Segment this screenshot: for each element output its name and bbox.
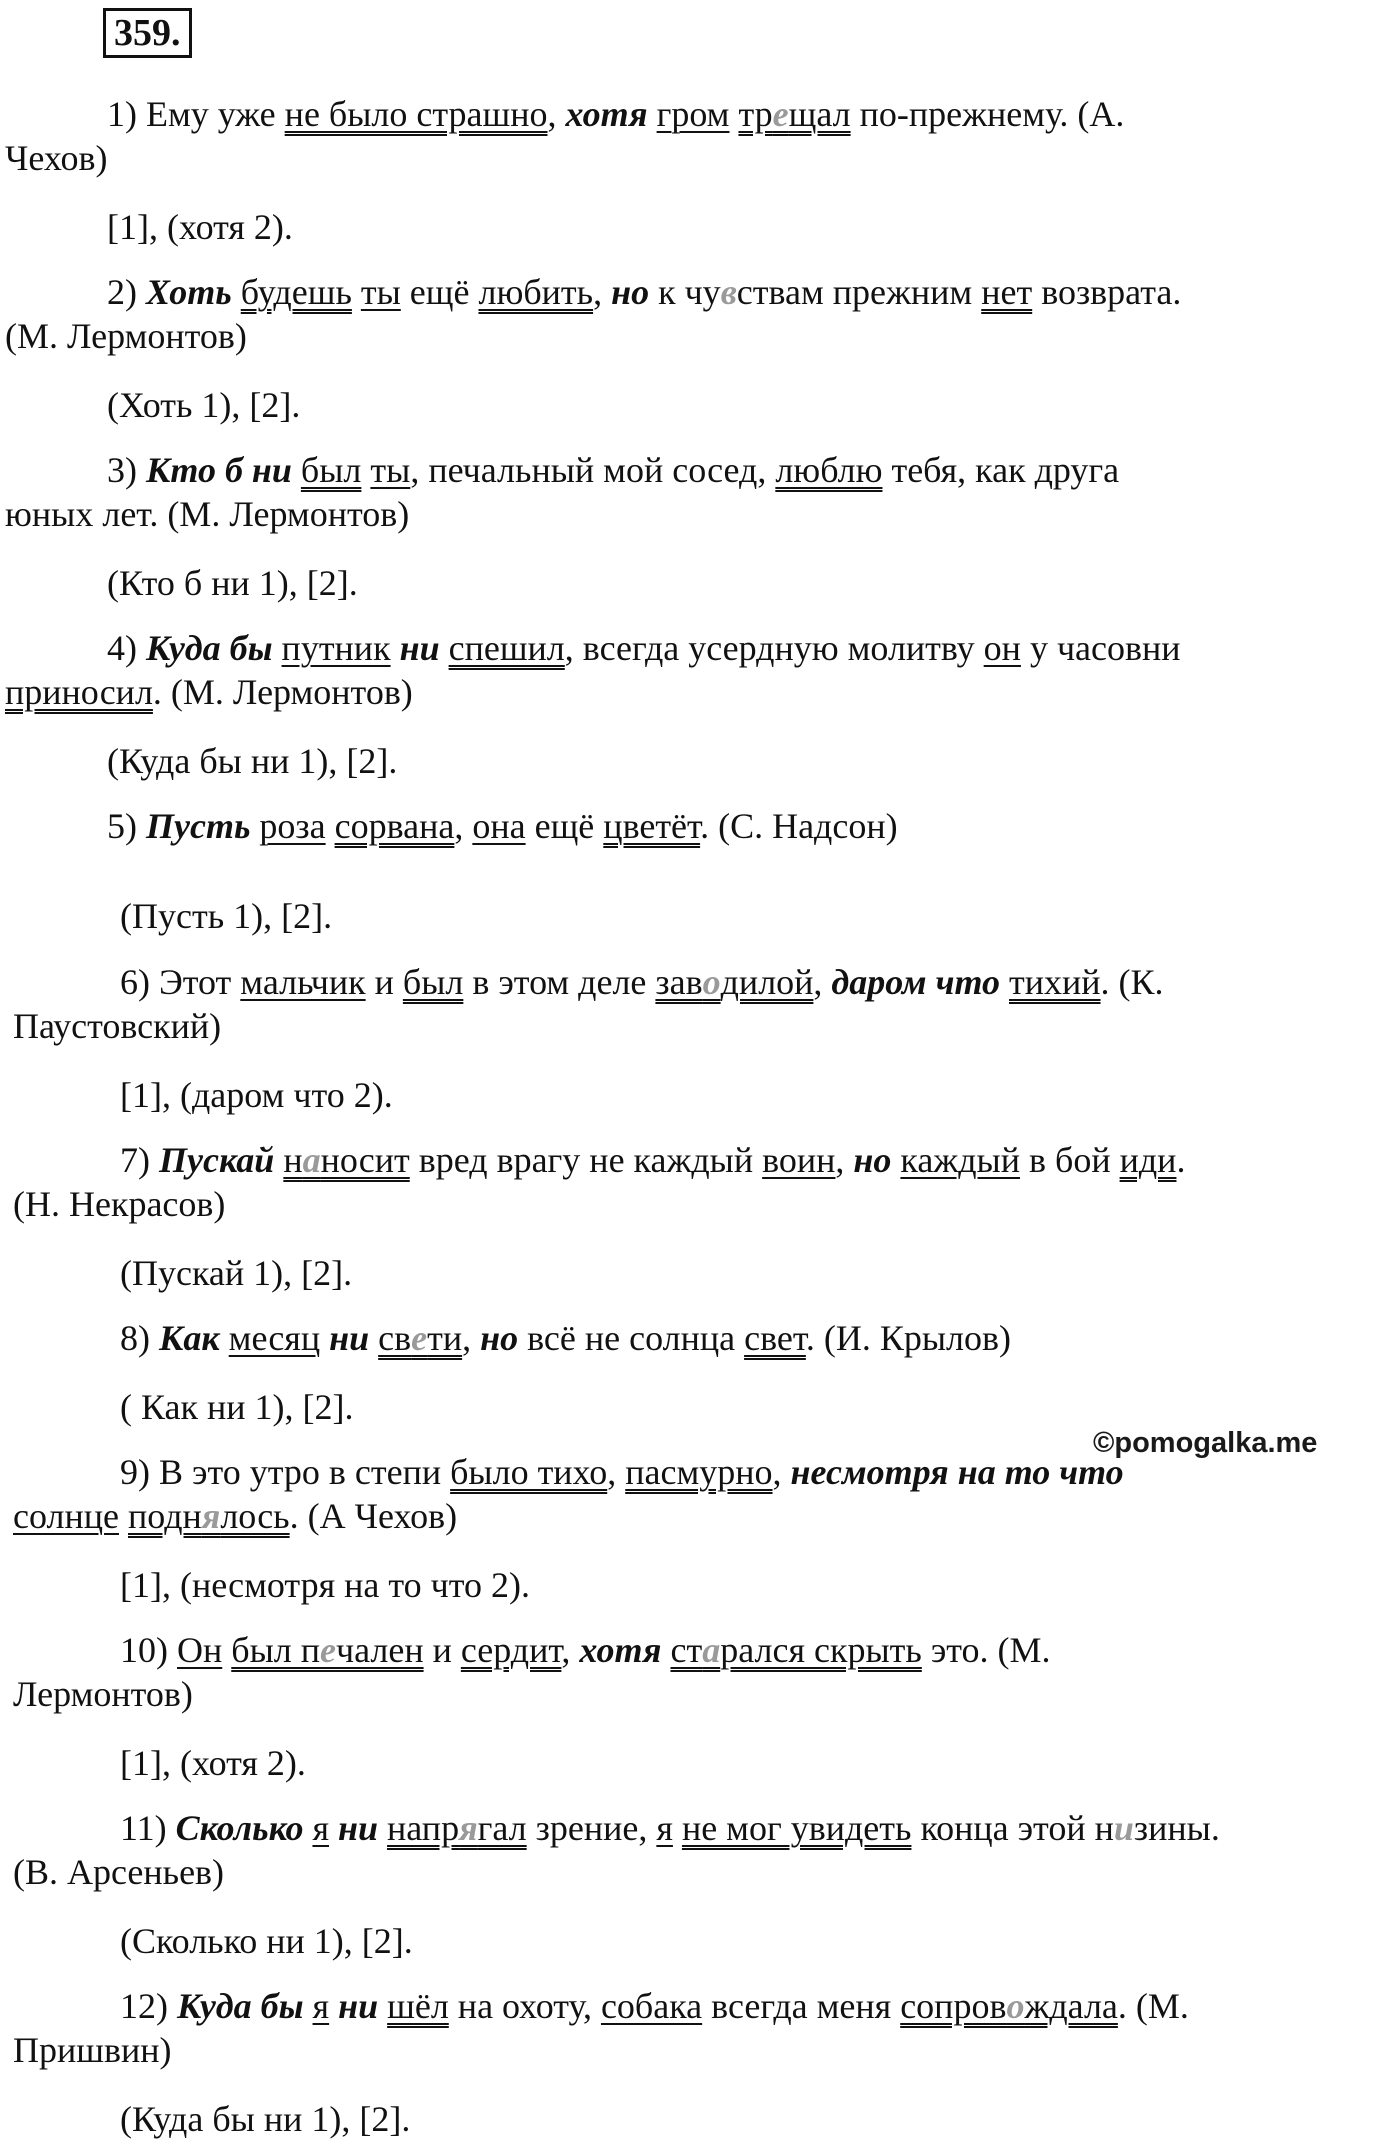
item-9-line-2: солнце поднялось. (А Чехов)	[13, 1496, 458, 1536]
item-11-scheme: (Сколько ни 1), [2].	[120, 1921, 413, 1961]
item-12-scheme: (Куда бы ни 1), [2].	[120, 2099, 411, 2139]
item-7-scheme: (Пускай 1), [2].	[120, 1253, 353, 1293]
item-3-line-1: 3) Кто б ни был ты, печальный мой сосед, люблю тебя, как друга	[107, 450, 1120, 490]
item-2-scheme: (Хоть 1), [2].	[107, 385, 301, 425]
item-6-line-1: 6) Этот мальчик и был в этом деле заводилой, даром что тихий. (К.	[120, 962, 1164, 1002]
exercise-number: 359.	[103, 8, 192, 58]
item-4-scheme: (Куда бы ни 1), [2].	[107, 741, 398, 781]
item-8-scheme: ( Как ни 1), [2].	[120, 1387, 354, 1427]
item-9-line-1: 9) В это утро в степи было тихо, пасмурно, несмотря на то что	[120, 1452, 1124, 1492]
watermark: ©pomogalka.me	[1093, 1427, 1318, 1459]
item-12-line-1: 12) Куда бы я ни шёл на охоту, собака всегда меня сопровождала. (М.	[120, 1986, 1189, 2026]
item-2-line-1: 2) Хоть будешь ты ещё любить, но к чувствам прежним нет возврата.	[107, 272, 1182, 312]
item-6-line-2: Паустовский)	[13, 1006, 222, 1046]
item-6-scheme: [1], (даром что 2).	[120, 1075, 393, 1115]
item-2-line-2: (М. Лермонтов)	[5, 316, 247, 356]
item-7-line-1: 7) Пускай наносит вред врагу не каждый воин, но каждый в бой иди.	[120, 1140, 1186, 1180]
item-1-line-1: 1) Ему уже не было страшно, хотя гром трещал по-прежнему. (А.	[107, 94, 1125, 134]
item-11-line-1: 11) Сколько я ни напрягал зрение, я не мог увидеть конца этой низины.	[120, 1808, 1220, 1848]
item-4-line-1: 4) Куда бы путник ни спешил, всегда усердную молитву он у часовни	[107, 628, 1181, 668]
item-10-scheme: [1], (хотя 2).	[120, 1743, 306, 1783]
item-10-line-2: Лермонтов)	[13, 1674, 193, 1714]
item-5-line-1: 5) Пусть роза сорвана, она ещё цветёт. (С. Надсон)	[107, 806, 898, 846]
item-7-line-2: (Н. Некрасов)	[13, 1184, 226, 1224]
item-9-scheme: [1], (несмотря на то что 2).	[120, 1565, 530, 1605]
item-12-line-2: Пришвин)	[13, 2030, 172, 2070]
item-4-line-2: приносил. (М. Лермонтов)	[5, 672, 413, 712]
item-10-line-1: 10) Он был печален и сердит, хотя старался скрыть это. (М.	[120, 1630, 1051, 1670]
item-1-scheme: [1], (хотя 2).	[107, 207, 293, 247]
item-11-line-2: (В. Арсеньев)	[13, 1852, 225, 1892]
item-3-scheme: (Кто б ни 1), [2].	[107, 563, 358, 603]
item-8-line-1: 8) Как месяц ни свети, но всё не солнца свет. (И. Крылов)	[120, 1318, 1012, 1358]
item-5-scheme: (Пусть 1), [2].	[120, 896, 333, 936]
item-1-line-2: Чехов)	[5, 138, 108, 178]
item-3-line-2: юных лет. (М. Лермонтов)	[5, 494, 410, 534]
